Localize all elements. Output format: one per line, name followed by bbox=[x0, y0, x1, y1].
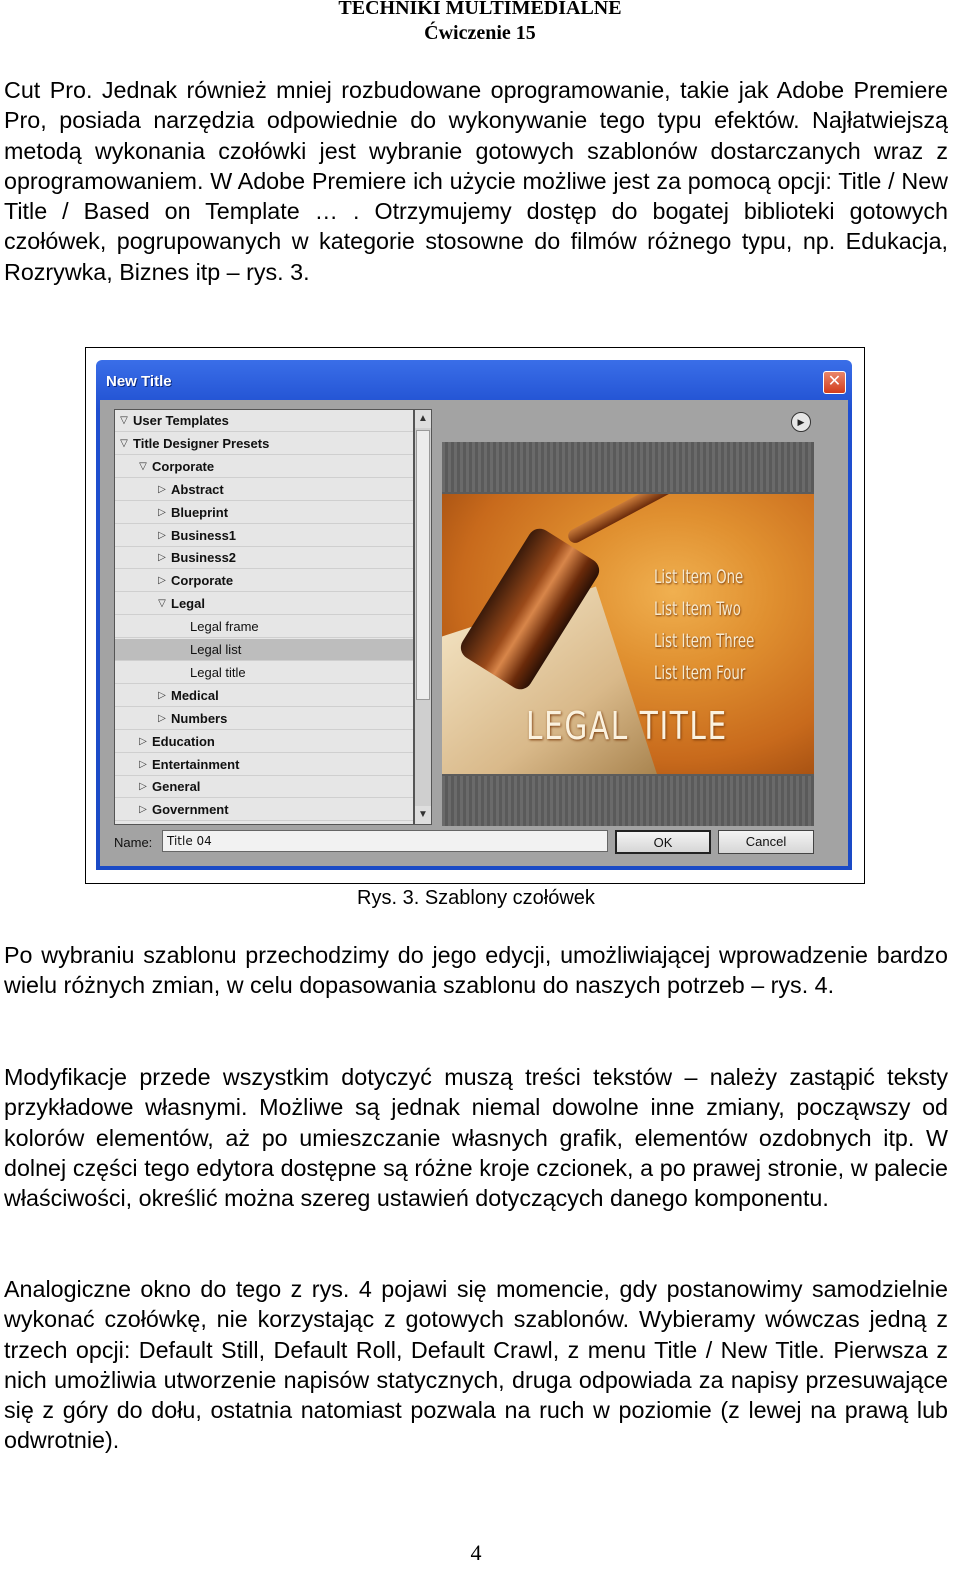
tree-item[interactable] bbox=[115, 593, 413, 615]
close-button[interactable] bbox=[823, 371, 846, 394]
tree-item-label: Legal bbox=[171, 596, 205, 612]
expand-arrow-right-icon[interactable]: ▷ bbox=[139, 804, 147, 816]
tree-item[interactable] bbox=[115, 708, 413, 730]
expand-arrow-right-icon[interactable]: ▷ bbox=[158, 529, 166, 541]
dialog-title: New Title bbox=[106, 373, 172, 390]
tree-item[interactable] bbox=[115, 456, 413, 478]
expand-arrow-right-icon[interactable]: ▷ bbox=[158, 552, 166, 564]
paragraph-default-options: Analogiczne okno do tego z rys. 4 pojawi się momencie, gdy postanowimy samodzielnie wykonać czołówkę, nie korzystając z gotowych szablonów. Wybieramy wówczas jedną z trzech opcji: Default Still, Default Roll, Default Crawl, z menu Title / New Title. Pierwsza z nich umożliwia utworzenie napisów statycznych, druga odpowiada za napisy przesuwające się z góry do dołu, ostatnia natomiast pozwala na ruch w poziomie (z lewej na prawą lub odwrotnie). bbox=[4, 1276, 948, 1454]
tree-item-label: Government bbox=[152, 802, 229, 818]
tree-item[interactable] bbox=[115, 662, 413, 684]
tree-item[interactable] bbox=[115, 547, 413, 569]
dialog-client-area bbox=[100, 400, 848, 866]
header-course-title: TECHNIKI MULTIMEDIALNE bbox=[338, 0, 622, 19]
tree-item[interactable] bbox=[115, 525, 413, 547]
tree-item-label: Abstract bbox=[171, 481, 224, 497]
ok-button[interactable]: OK bbox=[615, 830, 711, 854]
paragraph-editing: Po wybraniu szablonu przechodzimy do jego edycji, umożliwiającej wprowadzenie bardzo wielu różnych zmian, w celu dopasowania szablonu do naszych potrzeb – rys. 4. bbox=[4, 942, 948, 999]
tree-item[interactable] bbox=[115, 799, 413, 821]
expand-arrow-down-icon[interactable]: ▽ bbox=[120, 437, 128, 449]
tree-item-label: Education bbox=[152, 733, 215, 749]
header-exercise-number: Ćwiczenie 15 bbox=[424, 22, 536, 44]
gavel-handle-shape bbox=[566, 494, 679, 545]
expand-arrow-right-icon[interactable]: ▷ bbox=[158, 712, 166, 724]
tree-item-label: Business2 bbox=[171, 550, 237, 566]
page-number: 4 bbox=[470, 1540, 482, 1565]
tree-item-label: Corporate bbox=[152, 458, 215, 474]
tree-item-label: Blueprint bbox=[171, 504, 229, 520]
close-icon: ✕ bbox=[827, 373, 842, 390]
figure-caption: Rys. 3. Szablony czołówek bbox=[357, 887, 595, 909]
tree-item-label: Entertainment bbox=[152, 756, 240, 772]
expand-arrow-right-icon[interactable]: ▷ bbox=[158, 506, 166, 518]
tree-item-label: General bbox=[152, 779, 201, 795]
tree-item-label: Numbers bbox=[171, 710, 228, 726]
tree-item-label: Title Designer Presets bbox=[133, 435, 270, 451]
expand-arrow-right-icon[interactable]: ▷ bbox=[158, 575, 166, 587]
new-title-dialog bbox=[96, 360, 852, 870]
name-label: Name: bbox=[114, 835, 153, 850]
preview-list-item: List Item Four bbox=[654, 662, 746, 684]
tree-item-label: Legal title bbox=[190, 664, 246, 680]
preview-stripe-top bbox=[442, 442, 814, 492]
name-input[interactable]: Title 04 bbox=[162, 830, 608, 852]
tree-item[interactable] bbox=[115, 570, 413, 592]
expand-arrow-down-icon[interactable]: ▽ bbox=[139, 460, 147, 472]
preview-stripe-bottom bbox=[442, 776, 814, 826]
tree-item[interactable] bbox=[115, 433, 413, 455]
tree-item[interactable] bbox=[115, 754, 413, 776]
tree-item-label: User Templates bbox=[133, 413, 229, 428]
cancel-button[interactable]: Cancel bbox=[718, 830, 814, 854]
tree-scrollbar[interactable] bbox=[414, 409, 432, 825]
paragraph-modifications: Modyfikacje przede wszystkim dotyczyć muszą treści tekstów – należy zastąpić teksty przykładowe własnymi. Możliwe są jednak niemal dowolne inne zmiany, począwszy od kolorów elementów, aż po umieszczanie własnych grafik, elementów ozdobnych itp. W dolnej części tego edytora dostępne są różne kroje czcionek, a po prawej stronie, w palecie właściwości, określić można szereg ustawień dotyczących danego komponentu. bbox=[4, 1064, 948, 1212]
template-preview bbox=[442, 442, 814, 826]
tree-item-label: Legal list bbox=[190, 642, 242, 657]
tree-item[interactable] bbox=[115, 639, 413, 661]
preview-list-item: List Item Three bbox=[654, 630, 755, 652]
tree-item[interactable] bbox=[115, 616, 413, 638]
tree-item-label: Business1 bbox=[171, 527, 237, 543]
legal-template-thumbnail bbox=[442, 494, 814, 774]
tree-item[interactable] bbox=[115, 502, 413, 524]
tree-item[interactable] bbox=[115, 410, 413, 432]
tree-item-label: Medical bbox=[171, 687, 219, 703]
tree-item[interactable] bbox=[115, 776, 413, 798]
paragraph-intro: Cut Pro. Jednak również mniej rozbudowane oprogramowanie, takie jak Adobe Premiere Pro, posiada narzędzia odpowiednie do wykonywanie tego typu efektów. Najłatwiejszą metodą wykonania czołówki jest wybranie gotowych szablonów dostarczanych wraz z oprogramowaniem. W Adobe Premiere ich użycie możliwe jest za pomocą opcji: Title / New Title / Based on Template … . Otrzymujemy dostęp do bogatej biblioteki gotowych czołówek, pogrupowanych w kategorie stosowne do filmów różnego typu, np. Edukacja, Rozrywka, Biznes itp – rys. 3. bbox=[4, 77, 948, 285]
preview-title: LEGAL TITLE bbox=[526, 704, 728, 748]
expand-arrow-right-icon[interactable]: ▷ bbox=[158, 483, 166, 495]
expand-arrow-down-icon[interactable]: ▽ bbox=[158, 598, 166, 610]
expand-arrow-down-icon[interactable]: ▽ bbox=[120, 415, 128, 426]
expand-arrow-right-icon[interactable]: ▷ bbox=[139, 758, 147, 770]
scroll-down-arrow-icon[interactable]: ▼ bbox=[415, 806, 431, 824]
expand-arrow-right-icon[interactable]: ▷ bbox=[158, 689, 166, 701]
tree-item[interactable] bbox=[115, 479, 413, 501]
preview-list-item: List Item One bbox=[654, 566, 744, 588]
expand-arrow-right-icon[interactable]: ▷ bbox=[139, 735, 147, 747]
scroll-thumb[interactable] bbox=[416, 430, 430, 700]
expand-arrow-right-icon[interactable]: ▷ bbox=[139, 781, 147, 793]
tree-item[interactable] bbox=[115, 685, 413, 707]
tree-item-label: Legal frame bbox=[190, 619, 259, 635]
template-tree[interactable] bbox=[114, 409, 414, 825]
panel-menu-icon[interactable]: ▶ bbox=[791, 412, 811, 432]
tree-item[interactable] bbox=[115, 731, 413, 753]
tree-item-label: Corporate bbox=[171, 573, 234, 589]
preview-list-item: List Item Two bbox=[654, 598, 741, 620]
scroll-up-arrow-icon[interactable]: ▲ bbox=[415, 410, 431, 428]
